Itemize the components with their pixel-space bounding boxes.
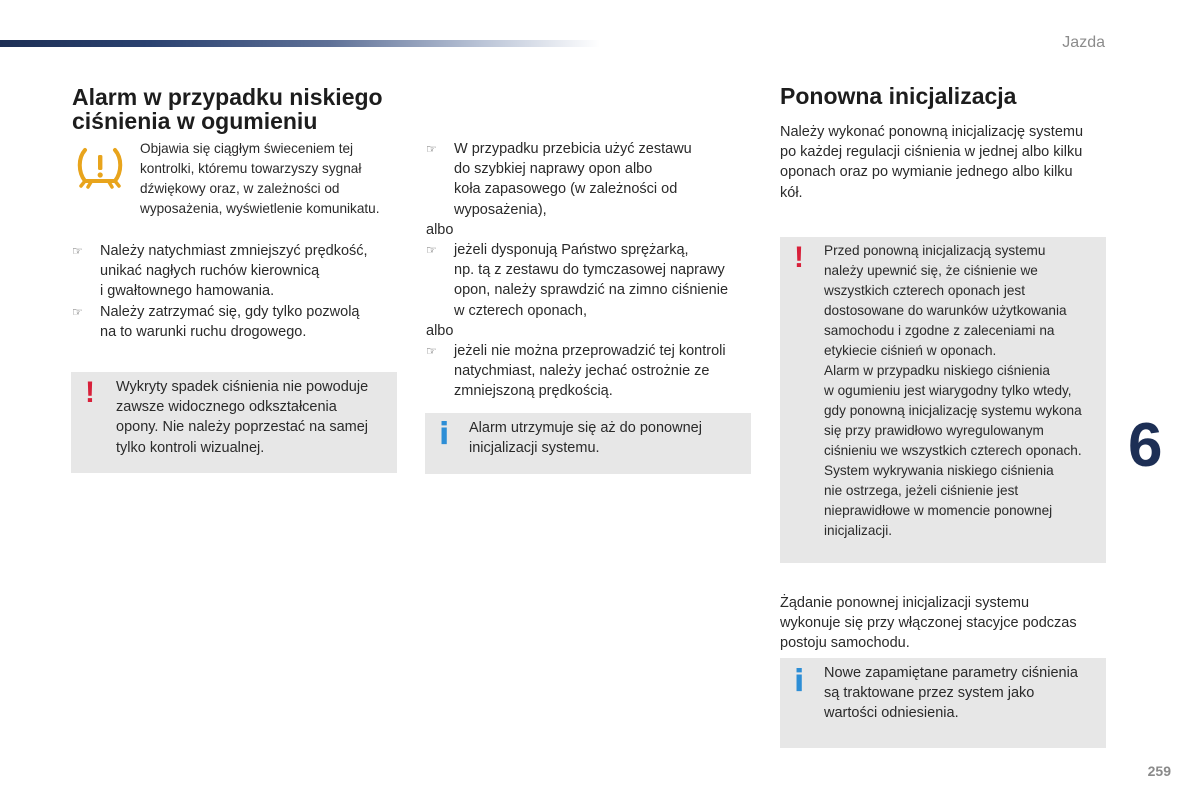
left-bullet-list (72, 241, 368, 342)
section-label: Jazda (1062, 34, 1105, 51)
hand-pointer-icon: ☞ (426, 243, 437, 258)
hand-pointer-icon: ☞ (72, 244, 83, 258)
tpms-warning-icon (76, 144, 124, 192)
middle-info-box (425, 413, 751, 474)
right-section-title: Ponowna inicjalizacja (780, 83, 1017, 109)
hand-pointer-icon: ☞ (426, 344, 437, 359)
hand-pointer-icon: ☞ (426, 142, 437, 156)
info-text: Nowe zapamiętane parametry ciśnienia są traktowane przez system jako wartości odniesienia. (824, 665, 1078, 722)
chapter-number: 6 (1128, 411, 1163, 480)
warning-text: Wykryty spadek ciśnienia nie powoduje zawsze widocznego odkształcenia opony. Nie należy poprzestać na samej tylko kontroli wizualnej. (116, 379, 369, 456)
left-section-title: Alarm w przypadku niskiego ciśnienia w ogumieniu (72, 84, 383, 134)
tpms-description: Objawia się ciągłym świeceniem tej kontrolki, któremu towarzyszy sygnał dźwiękowy oraz, w zależności od wyposażenia, wyświetlenie komunikatu. (140, 141, 380, 216)
middle-bullet-list (426, 139, 728, 402)
left-warning-box (71, 372, 397, 473)
list-item: ☞ Należy natychmiast zmniejszyć prędkość, unikać nagłych ruchów kierownicą i gwałtownego hamowania. (72, 243, 368, 300)
header-gradient-bar (0, 40, 600, 47)
info-text: Alarm utrzymuje się aż do ponownej inicjalizacji systemu. (469, 420, 702, 457)
warning-exclamation-icon: ! (794, 241, 804, 274)
right-request-text: Żądanie ponownej inicjalizacji systemu wykonuje się przy włączonej stacyjce podczas postoju samochodu. (780, 595, 1077, 652)
warning-text: Przed ponowną inicjalizacją systemu należy upewnić się, że ciśnienie we wszystkich czterech oponach jest dostosowane do warunków użytkowania samochodu i zgodne z zaleceniami na etykiecie ciśnień w oponach. Alarm w przypadku niskiego ciśnienia w ogumieniu jest wiarygodny tylko wtedy, gdy ponowną inicjalizację systemu wykona się przy prawidłowo wyregulowanym ciśnieniu we wszystkich czterech oponach. System wykrywania niskiego ciśnienia nie ostrzega, jeżeli ciśnienie jest nieprawidłowe w momencie ponownej inicjalizacji. (824, 243, 1082, 538)
hand-pointer-icon: ☞ (72, 304, 83, 319)
list-item: ☞ jeżeli nie można przeprowadzić tej kontroli natychmiast, należy jechać ostrożnie ze zmniejszoną prędkością. (426, 343, 726, 400)
right-warning-box (780, 237, 1106, 563)
list-item: ☞ W przypadku przebicia użyć zestawu do szybkiej naprawy opon albo koła zapasowego (w zależności od wyposażenia), (426, 141, 692, 218)
info-icon: i (439, 417, 450, 452)
warning-exclamation-icon: ! (85, 376, 95, 409)
page-number: 259 (1147, 763, 1171, 779)
list-item: ☞ Należy zatrzymać się, gdy tylko pozwolą na to warunki ruchu drogowego. (72, 303, 360, 340)
right-intro-text: Należy wykonać ponowną inicjalizację systemu po każdej regulacji ciśnienia w jednej albo kilku oponach oraz po wymianie jednego albo kilku kół. (780, 124, 1084, 201)
right-info-box (780, 658, 1106, 748)
or-separator: albo (426, 221, 454, 238)
list-item: ☞ jeżeli dysponują Państwo sprężarką, np. tą z zestawu do tymczasowej naprawy opon, należy sprawdzić na zimno ciśnienie w czterech oponach, (426, 242, 729, 319)
info-icon: i (794, 664, 805, 699)
or-separator: albo (426, 322, 454, 339)
